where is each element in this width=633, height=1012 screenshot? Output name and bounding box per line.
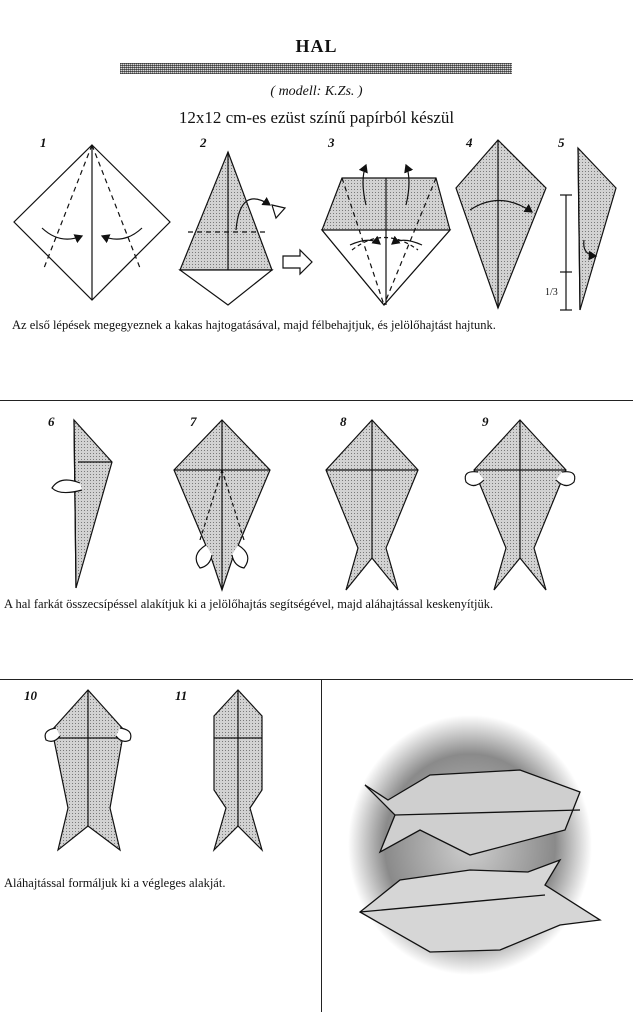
step-3-diagram [322,165,450,305]
paper-subtitle: 12x12 cm-es ezüst színű papírból készül [178,108,455,127]
step-number-6: 6 [48,414,55,429]
step-number-7: 7 [190,414,197,429]
caption-row-2: A hal farkát összecsípéssel alakítjuk ki a jelölőhajtás segítségével, majd aláhajtással keskenyítjük. [4,597,494,611]
step-1-diagram [14,145,170,300]
step-8-diagram [326,420,418,590]
step-number-2: 2 [200,135,207,150]
finished-fish-illustration [348,715,600,975]
step-10-diagram [45,690,131,850]
step-9-diagram [465,420,575,590]
step-7-diagram [174,420,270,590]
step-number-5: 5 [558,135,565,150]
step-4-diagram [456,140,546,308]
model-credit: ( modell: K.Zs. ) [270,84,363,99]
step-6-diagram [52,420,112,588]
caption-row-1: Az első lépések megegyeznek a kakas hajtogatásával, majd félbehajtjuk, és jelölőhajtást hajtunk. [12,318,496,332]
step-number-10: 10 [24,688,37,703]
step-11-diagram [214,690,262,850]
step-number-1: 1 [40,135,47,150]
next-step-arrow-icon [283,250,312,274]
page-title: HAL [295,36,338,56]
step-number-8: 8 [340,414,347,429]
step-number-4: 4 [466,135,473,150]
step-number-11: 11 [175,688,188,703]
step-number-3: 3 [328,135,335,150]
caption-row-3: Aláhajtással formáljuk ki a végleges alakját. [4,876,226,890]
step-number-9: 9 [482,414,489,429]
step-5-diagram [560,148,616,310]
fraction-label: 1/3 [545,287,558,298]
step-2-diagram [180,152,312,305]
